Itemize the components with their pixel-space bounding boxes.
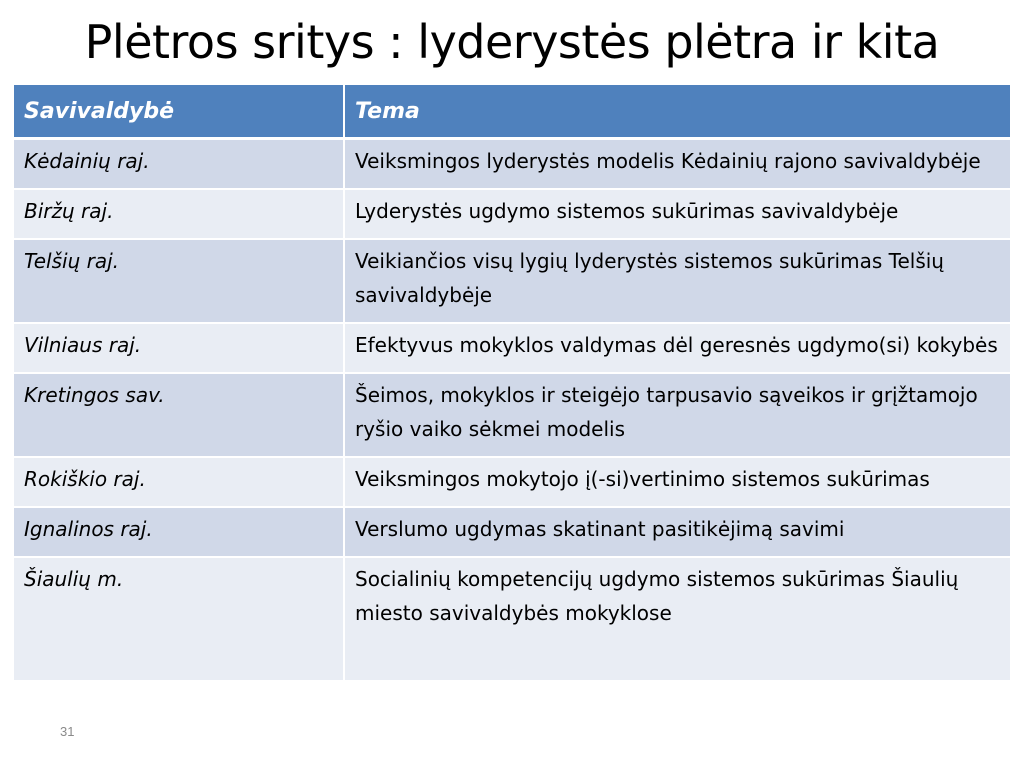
topic-cell: Šeimos, mokyklos ir steigėjo tarpusavio sąveikos ir grįžtamojo ryšio vaiko sėkmei modelis (344, 373, 1010, 457)
municipality-cell: Telšių raj. (14, 239, 344, 323)
slide-title: Plėtros sritys : lyderystės plėtra ir kita (84, 15, 940, 69)
table-row (14, 323, 1010, 373)
table-row (14, 373, 1010, 457)
topic-cell: Verslumo ugdymas skatinant pasitikėjimą savimi (344, 507, 1010, 557)
municipality-cell: Vilniaus raj. (14, 323, 344, 373)
topics-table (14, 85, 1010, 682)
table-row (14, 239, 1010, 323)
table-header-row (14, 85, 1010, 139)
column-header-municipality: Savivaldybė (14, 85, 344, 139)
table-row (14, 507, 1010, 557)
topic-cell: Socialinių kompetencijų ugdymo sistemos sukūrimas Šiaulių miesto savivaldybės mokyklose (344, 557, 1010, 681)
municipality-cell: Šiaulių m. (14, 557, 344, 681)
topic-cell: Veiksmingos mokytojo į(-si)vertinimo sistemos sukūrimas (344, 457, 1010, 507)
municipality-cell: Kėdainių raj. (14, 139, 344, 190)
topic-cell: Efektyvus mokyklos valdymas dėl geresnės ugdymo(si) kokybės (344, 323, 1010, 373)
topic-cell: Veiksmingos lyderystės modelis Kėdainių rajono savivaldybėje (344, 139, 1010, 190)
column-header-topic: Tema (344, 85, 1010, 139)
municipality-cell: Ignalinos raj. (14, 507, 344, 557)
table-row (14, 457, 1010, 507)
table-row (14, 557, 1010, 681)
table-row (14, 189, 1010, 239)
topic-cell: Veikiančios visų lygių lyderystės sistemos sukūrimas Telšių savivaldybėje (344, 239, 1010, 323)
page-number: 31 (60, 724, 75, 739)
table-row (14, 139, 1010, 190)
topic-cell: Lyderystės ugdymo sistemos sukūrimas savivaldybėje (344, 189, 1010, 239)
municipality-cell: Rokiškio raj. (14, 457, 344, 507)
municipality-cell: Kretingos sav. (14, 373, 344, 457)
municipality-cell: Biržų raj. (14, 189, 344, 239)
